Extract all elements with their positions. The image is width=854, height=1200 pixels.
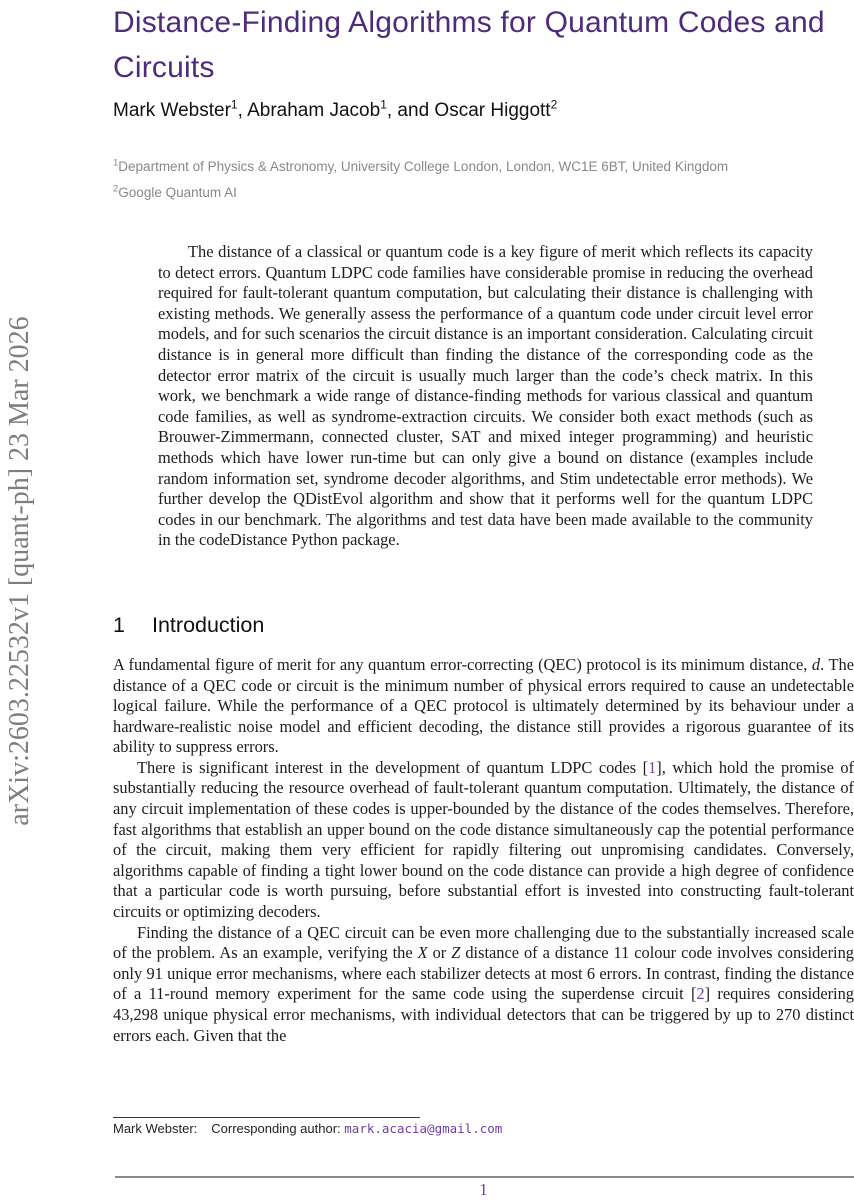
author <box>113 97 248 121</box>
author-affiliation-ref: 2 <box>550 97 558 112</box>
affiliation-ref: 2 <box>113 183 119 195</box>
text-run: distance of a distance 11 colour code involves considering only 91 unique error mechanisms, where each stabilizer detects at most 6 errors. In contrast, finding the distance of a 11-round memory experiment for the same code using the superdense circuit [ <box>113 943 854 1004</box>
affiliation-text: Department of Physics & Astronomy, University College London, London, WC1E 6BT, United Kingdom <box>118 159 729 174</box>
arxiv-watermark: arXiv:2603.22532v1 [quant-ph] 23 Mar 2026 <box>4 316 35 826</box>
email-link[interactable]: mark.acacia@gmail.com <box>344 1121 503 1136</box>
footer-rule <box>115 1176 854 1178</box>
affiliation-ref: 1 <box>113 157 119 169</box>
footnote-rule <box>113 1117 420 1118</box>
author <box>247 97 435 121</box>
section-number: 1 <box>113 612 125 637</box>
text-run: or <box>427 943 452 963</box>
math-variable: Z <box>451 943 461 963</box>
affiliation-text: Google Quantum AI <box>118 185 237 200</box>
paragraph <box>113 655 854 758</box>
math-variable: X <box>417 943 428 963</box>
title-line-1: Distance-Finding Algorithms for Quantum Codes and <box>113 6 825 39</box>
text-run: Finding the distance of a QEC circuit can be even more challenging due to the substantially increased scale of the problem. As an example, verifying the <box>113 922 854 963</box>
corresponding-author-footnote <box>113 1121 854 1136</box>
citation-link[interactable]: 1 <box>648 757 657 777</box>
page-number: 1 <box>479 1180 488 1199</box>
author-separator: , <box>237 100 248 121</box>
author-affiliation-ref: 1 <box>230 97 238 112</box>
author <box>434 97 558 121</box>
paragraph <box>113 758 854 923</box>
paragraph <box>113 923 854 1047</box>
title-line-2: Circuits <box>113 51 215 84</box>
abstract: The distance of a classical or quantum code is a key figure of merit which reflects its capacity to detect errors. Quantum LDPC code families have considerable promise in reducing the overhead required for fault-tolerant quantum computation, but calculating their distance is challenging with existing methods. We generally assess the performance of a quantum code under circuit level error models, and for such scenarios the circuit distance is an important consideration. Calculating circuit distance is in general more difficult than finding the distance of the corresponding code as the detector error matrix of the circuit is usually much larger than the code’s check matrix. In this work, we benchmark a wide range of distance-finding methods for various classical and quantum code families, as well as syndrome-extraction circuits. We consider both exact methods (such as Brouwer-Zimmermann, connected cluster, SAT and mixed integer programming) and heuristic methods which have lower run-time but can only give a bound on distance (examples include random information set, syndrome decoder algorithms, and Stim undetectable error methods). We further develop the QDistEvol algorithm and show that it performs well for the quantum LDPC codes in our benchmark. The algorithms and test data have been made available to the community in the codeDistance Python package. <box>158 242 813 550</box>
footnote-author: Mark Webster: <box>113 1121 198 1136</box>
text-run: . The distance of a QEC code or circuit is the minimum number of physical errors required to cause an undetectable logical failure. While the performance of a QEC protocol is ultimately determined by its behaviour under a hardware-realistic noise model and efficient decoding, the distance still provides a rigorous guarantee of its ability to suppress errors. <box>113 654 854 757</box>
affiliations-block <box>113 154 854 206</box>
text-run: There is significant interest in the development of quantum LDPC codes [ <box>137 757 649 777</box>
affiliation-line <box>113 154 854 180</box>
text-run: ], which hold the promise of substantially reducing the resource overhead of fault-tolerant quantum computation. Ultimately, the distance of any circuit implementation of these codes is upper-bounded by the distance of the codes themselves. Therefore, fast algorithms that establish an upper bound on the code distance simultaneously cap the potential performance of the circuit, making them very efficient for rapidly filtering out unpromising candidates. Conversely, algorithms capable of finding a tight lower bound on the code distance can provide a high degree of confidence that a particular code is worth pursuing, before substantial effort is invested into constructing fault-tolerant circuits or optimizing decoders. <box>113 757 854 922</box>
affiliation-line <box>113 180 854 206</box>
author-name: Mark Webster <box>113 100 231 121</box>
text-run: A fundamental figure of merit for any quantum error-correcting (QEC) protocol is its minimum distance, <box>113 654 812 674</box>
author-name: Oscar Higgott <box>434 100 551 121</box>
section-title: Introduction <box>152 612 265 637</box>
section-heading <box>113 611 854 639</box>
author-affiliation-ref: 1 <box>380 97 387 112</box>
author-name: Abraham Jacob <box>247 100 381 121</box>
main-column <box>113 0 854 1046</box>
text-run: ] requires considering 43,298 unique physical error mechanisms, with individual detectors that can be triggered by up to 270 distinct errors each. Given that the <box>113 984 854 1045</box>
math-variable: d <box>811 654 821 674</box>
footnote-label: Corresponding author: <box>211 1121 345 1136</box>
author-separator: , and <box>386 100 435 121</box>
citation-link[interactable]: 2 <box>696 984 705 1004</box>
authors-line <box>113 97 854 122</box>
page-title <box>113 0 854 90</box>
